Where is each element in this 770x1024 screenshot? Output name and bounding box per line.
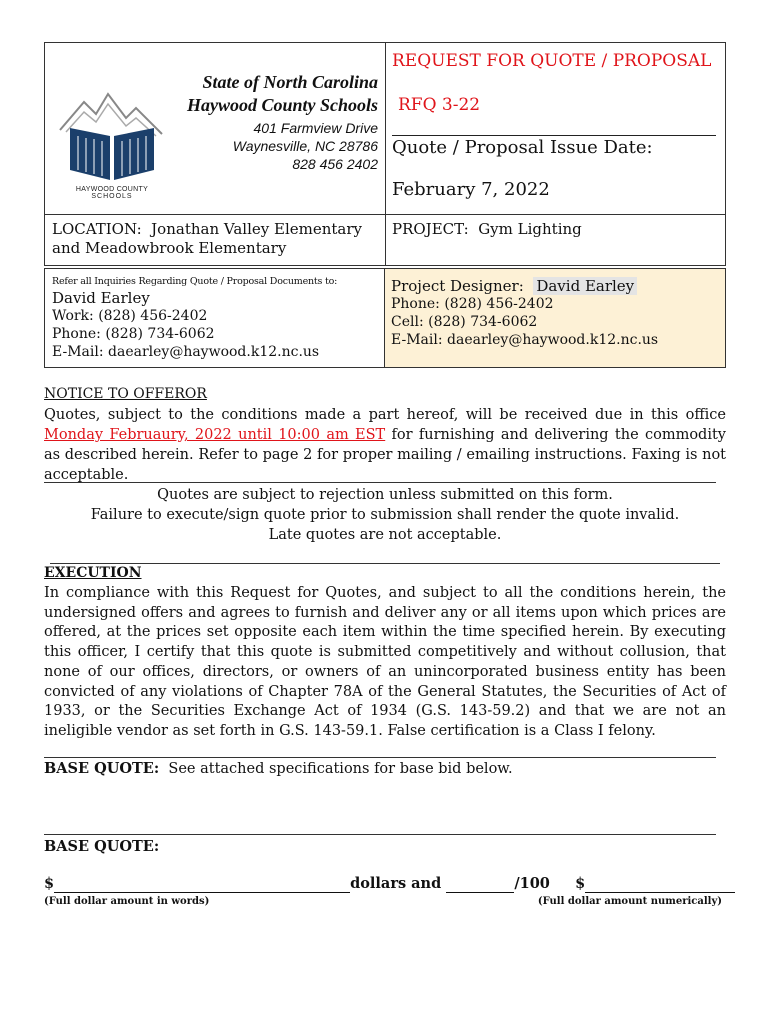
designer-cell: Cell: (828) 734-6062 [391, 314, 538, 330]
rfq-rule [392, 135, 716, 136]
logo-icon [56, 88, 168, 184]
location-block [52, 220, 362, 258]
address-line-1: 401 Farmview Drive [253, 120, 378, 136]
inquiries-phone: Phone: (828) 734-6062 [52, 326, 215, 342]
designer-label: Project Designer: [391, 277, 524, 295]
issue-date: February 7, 2022 [392, 179, 550, 200]
notice-text [44, 405, 726, 485]
district-name: Haywood County Schools [186, 95, 378, 115]
inquiries-email: E-Mail: daearley@haywood.k12.nc.us [52, 344, 320, 360]
inquiries-heading: Refer all Inquiries Regarding Quote / Proposal Documents to: [52, 276, 338, 287]
designer-content [391, 277, 721, 349]
warning-3: Late quotes are not acceptable. [268, 527, 502, 543]
district-logo [56, 88, 168, 206]
warnings [44, 485, 726, 545]
warning-1: Quotes are subject to rejection unless submitted on this form. [157, 487, 613, 503]
amount-row [44, 875, 726, 893]
inquiries-content [52, 276, 382, 361]
rule-1 [44, 482, 716, 483]
execution-heading: EXECUTION [44, 565, 142, 581]
rule-3 [44, 757, 716, 758]
rule-2 [50, 563, 720, 564]
amount-numeric-field[interactable] [585, 875, 735, 893]
execution-text: In compliance with this Request for Quotes, and subject to all the conditions herein, the undersigned offers and agrees to furnish and deliver any or all items upon which prices are offered, at the prices set opposite each item within the time specified herein. By executing this officer, I certify that this quote is submitted competitively and without collusion, that none of our offices, directors, or owners of an unincorporated business entity has been convicted of any violations of Chapter 78A of the General Statutes, the Securities of Act of 1933, or the Securities Exchange Act of 1934 (G.S. 143-59.2) and that we are not an ineligible vendor as set forth in G.S. 143-59.1. False certification is a Class I felony. [44, 585, 726, 739]
header-row-divider [44, 214, 726, 215]
location-value-1: Jonathan Valley Elementary [151, 220, 362, 238]
address-line-2: Waynesville, NC 28786 [232, 138, 378, 154]
logo-text-2: SCHOOLS [91, 193, 133, 200]
designer-email: E-Mail: daearley@haywood.k12.nc.us [391, 332, 659, 348]
notice-text-b: for furnishing and delivering the commodity as described herein. Refer to page 2 for proper mailing / emailing instructions. Faxing is not acceptable. [44, 427, 726, 483]
base-quote-1-text: See attached specifications for base bid below. [168, 761, 513, 777]
project-value: Gym Lighting [478, 220, 582, 238]
warning-2: Failure to execute/sign quote prior to submission shall render the quote invalid. [90, 507, 680, 523]
rule-4 [44, 834, 716, 835]
numeric-hint: (Full dollar amount numerically) [537, 896, 722, 907]
notice-text-a: Quotes, subject to the conditions made a part hereof, will be received due in this office [44, 407, 726, 423]
header-divider [385, 42, 386, 266]
designer-name: David Earley [533, 277, 637, 295]
notice-heading: NOTICE TO OFFEROR [44, 386, 207, 402]
logo-text-1: HAYWOOD COUNTY [75, 186, 149, 193]
designer-phone: Phone: (828) 456-2402 [391, 296, 554, 312]
inquiries-name: David Earley [52, 289, 150, 307]
notice-deadline: Monday Februaury, 2022 until 10:00 am EST [44, 427, 386, 443]
location-label: LOCATION: [52, 220, 142, 238]
inquiries-work: Work: (828) 456-2402 [52, 308, 208, 324]
amount-dollars-and: dollars and [350, 875, 442, 892]
state-name: State of North Carolina [202, 72, 378, 92]
base-quote-2-label: BASE QUOTE: [44, 838, 160, 855]
project-label: PROJECT: [392, 220, 469, 238]
words-hint: (Full dollar amount in words) [44, 896, 210, 907]
project-block [392, 220, 582, 238]
rfq-number: RFQ 3-22 [398, 95, 481, 115]
amount-cents-field[interactable] [446, 875, 514, 893]
rfq-title: REQUEST FOR QUOTE / PROPOSAL [392, 51, 712, 71]
base-quote-1-label: BASE QUOTE: [44, 760, 160, 777]
issue-date-label: Quote / Proposal Issue Date: [392, 137, 653, 158]
base-quote-1 [44, 760, 513, 777]
amount-dollar-sign: $ [44, 875, 55, 892]
district-phone: 828 456 2402 [292, 156, 378, 172]
location-value-2: and Meadowbrook Elementary [52, 239, 287, 257]
amount-words-field[interactable] [54, 875, 350, 893]
amount-per-100: /100 [514, 875, 550, 892]
amount-dollar-sign-2: $ [575, 875, 586, 892]
